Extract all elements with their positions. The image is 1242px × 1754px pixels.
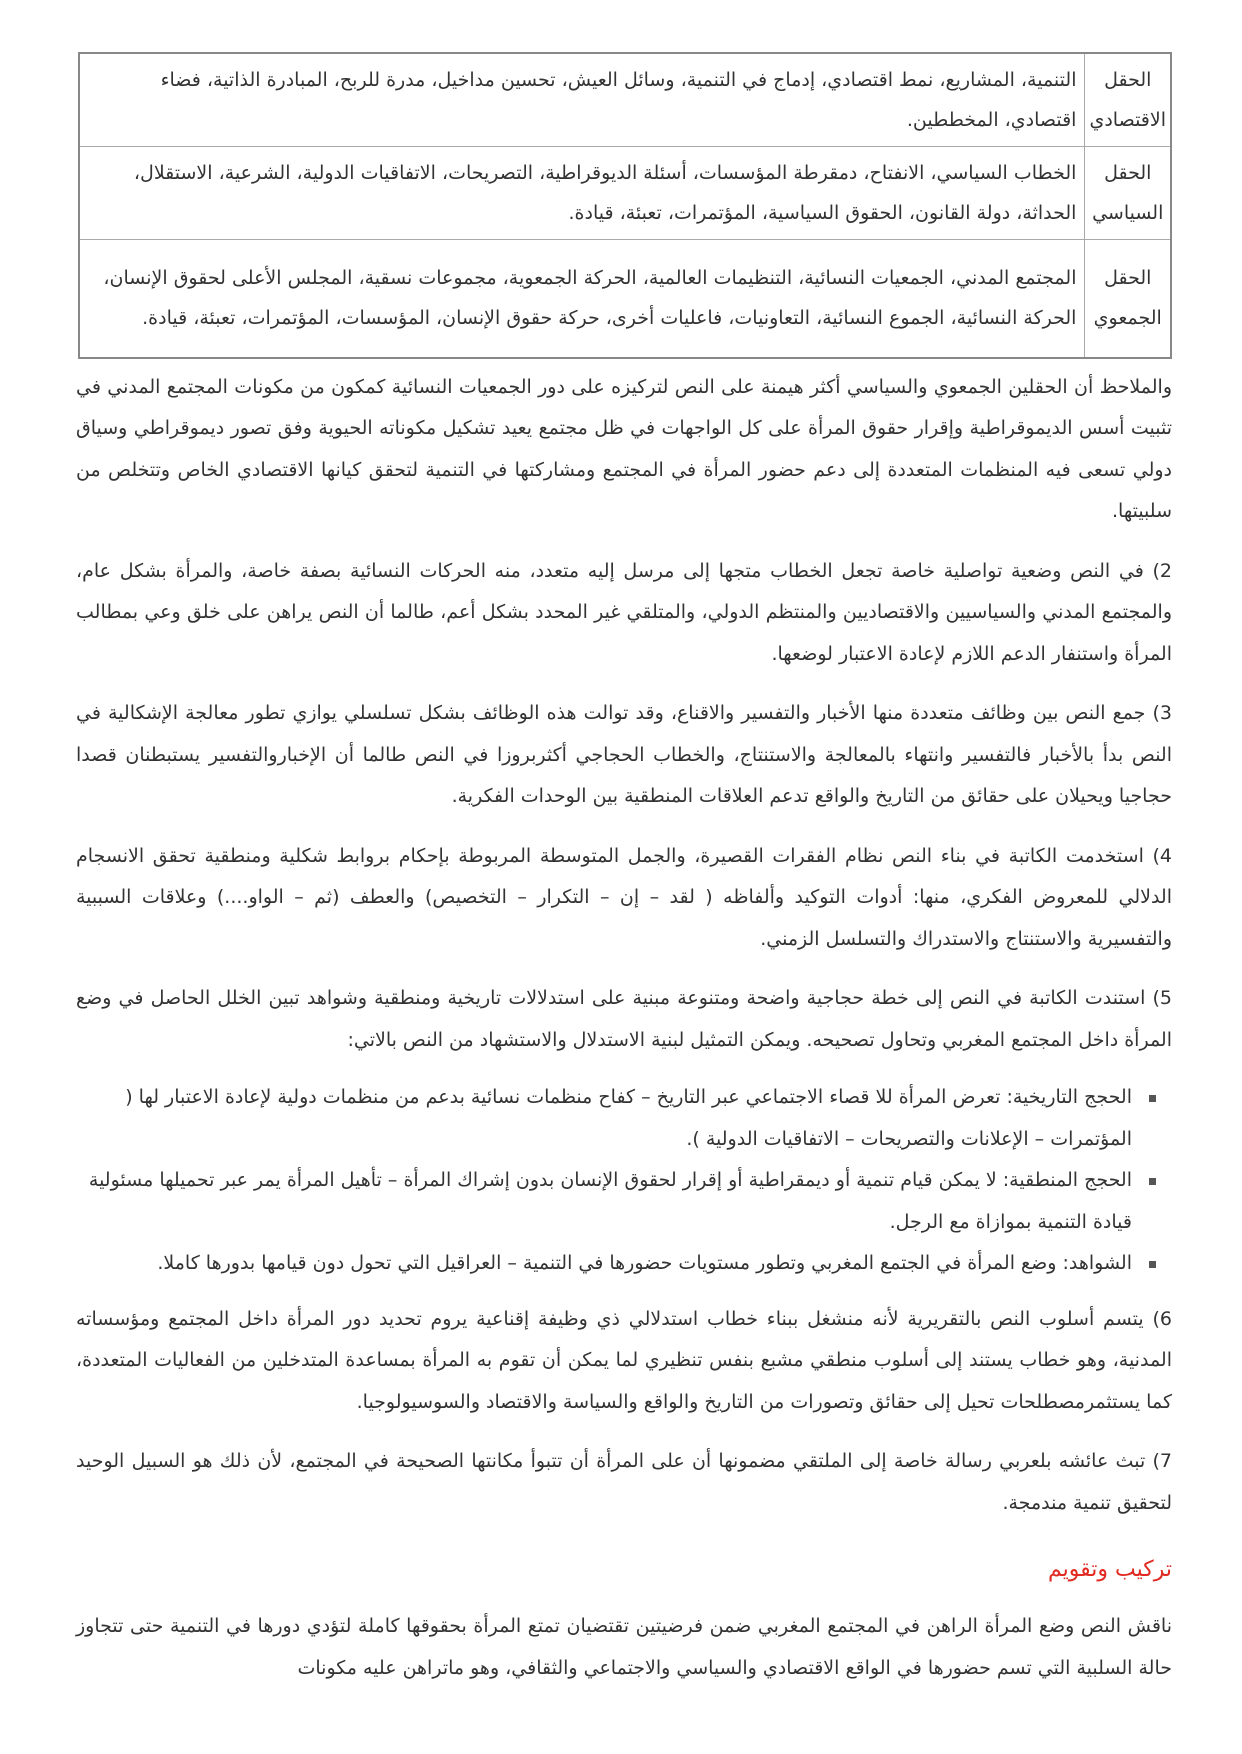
field-terms-political: الخطاب السياسي، الانفتاح، دمقرطة المؤسسات، أسئلة الديوقراطية، التصريحات، الاتفاقيات الدولية، الشرعية، الاستقلال، الحداثة، دولة القانون، الحقوق السياسية، المؤتمرات، تعبئة، قيادة.	[79, 147, 1085, 240]
list-item: الشواهد: وضع المرأة في الجتمع المغربي وتطور مستويات حضورها في التنمية – العراقيل التي تحول دون قيامها بدورها كاملا.	[76, 1243, 1158, 1285]
observation-paragraph: والملاحظ أن الحقلين الجمعوي والسياسي أكثر هيمنة على النص لتركيزه على دور الجمعيات النسائية كمكون من مكونات المجتمع المدني في تثبيت أسس الديموقراطية وإقرار حقوق المرأة على كل الواجهات في ظل مجتمع يعيد تشكيل مكوناته الحيوية وفق تصور ديموقراطي وسياق دولي تسعى فيه المنظمات المتعددة إلى دعم حضور المرأة في المجتمع ومشاركتها في التنمية لتحقق كيانها الاقتصادي الخاص وتتخلص من سلبيتها.	[76, 375, 1172, 522]
table-row	[79, 53, 1171, 147]
field-name-economic: الحقل الاقتصادي	[1085, 53, 1171, 147]
paragraph-4: 4) استخدمت الكاتبة في بناء النص نظام الفقرات القصيرة، والجمل المتوسطة المربوطة بإحكام بروابط شكلية ومنطقية تحقق الانسجام الدلالي للمعروض الفكري، منها: أدوات التوكيد وألفاظه ( لقد – إن – التكرار – التخصيص) والعطف (ثم – الواو....) وعلاقات السببية والتفسيرية والاستنتاج والاستدراك والتسلسل الزمني.	[76, 844, 1172, 950]
list-item: الحجج المنطقية: لا يمكن قيام تنمية أو ديمقراطية أو إقرار لحقوق الإنسان بدون إشراك المرأة – تأهيل المرأة يمر عبر تحميلها مسئولية قيادة التنمية بموازاة مع الرجل.	[76, 1160, 1158, 1243]
field-name-political: الحقل السياسي	[1085, 147, 1171, 240]
field-terms-associative: المجتمع المدني، الجمعيات النسائية، التنظيمات العالمية، الحركة الجمعوية، مجموعات نسقية، المجلس الأعلى لحقوق الإنسان، الحركة النسائية، الجموع النسائية، التعاونيات، فاعليات أخرى، حركة حقوق الإنسان، المؤسسات، المؤتمرات، تعبئة، قيادة.	[79, 240, 1085, 358]
field-name-associative: الحقل الجمعوي	[1085, 240, 1171, 358]
paragraph-7: 7) تبث عائشه بلعربي رسالة خاصة إلى الملتقي مضمونها أن على المرأة أن تتبوأ مكانتها الصحيحة في المجتمع، لأن ذلك هو السبيل الوحيد لتحقيق تنمية مندمجة.	[76, 1450, 1172, 1514]
document-page	[76, 52, 1172, 1689]
section-heading: تركيب وتقويم	[1048, 1557, 1172, 1582]
table-row	[79, 147, 1171, 240]
semantic-fields-table	[78, 52, 1172, 359]
conclusion-paragraph: ناقش النص وضع المرأة الراهن في المجتمع المغربي ضمن فرضيتين تقتضيان تمتع المرأة بحقوقها كاملة لتؤدي دورها في التنمية حتى تتجاوز حالة السلبية التي تسم حضورها في الواقع الاقتصادي والسياسي والاجتماعي والثقافي، وهو ماتراهن عليه مكونات	[76, 1615, 1172, 1679]
paragraph-5: 5) استندت الكاتبة في النص إلى خطة حجاجية واضحة ومتنوعة مبنية على استدلالات تاريخية ومنطقية وشواهد تبين الخلل الحاصل في وضع المرأة داخل المجتمع المغربي وتحاول تصحيحه. ويمكن التمثيل لبنية الاستدلال والاستشهاد من النص بالاتي:	[76, 987, 1172, 1051]
paragraph-2: 2) في النص وضعية تواصلية خاصة تجعل الخطاب متجها إلى مرسل إليه متعدد، منه الحركات النسائية بصفة خاصة، والمرأة بشكل عام، والمجتمع المدني والسياسيين والاقتصاديين والمنتظم الدولي، والمتلقي غير المحدد بشكل أعم، طالما أن النص يراهن على خلق وعي بمطالب المرأة واستنفار الدعم اللازم لإعادة الاعتبار لوضعها.	[76, 559, 1172, 665]
paragraph-3: 3) جمع النص بين وظائف متعددة منها الأخبار والتفسير والاقناع، وقد توالت هذه الوظائف بشكل تسلسلي يوازي تطور معالجة الإشكالية في النص بدأ بالأخبار فالتفسير وانتهاء بالمعالجة والاستنتاج، والخطاب الحجاجي أكثربروزا في النص طالما أن الإخباروالتفسير يستبطنان قصدا حجاجيا ويحيلان على حقائق من التاريخ والواقع تدعم العلاقات المنطقية بين الوحدات الفكرية.	[76, 702, 1172, 807]
paragraph-6: 6) يتسم أسلوب النص بالتقريرية لأنه منشغل ببناء خطاب استدلالي ذي وظيفة إقناعية يروم تحديد دور المرأة داخل المجتمع ومؤسساته المدنية، وهو خطاب يستند إلى أسلوب منطقي مشبع بنفس تنظيري لما يمكن أن تقوم به المرأة بمساعدة المتدخلين من الفعاليات المتعددة، كما يستثمرمصطلحات تحيل إلى حقائق وتصورات من التاريخ والواقع والسياسة والاقتصاد والسوسيولوجيا.	[76, 1307, 1172, 1413]
table-row	[79, 240, 1171, 358]
list-item: الحجج التاريخية: تعرض المرأة للا قصاء الاجتماعي عبر التاريخ – كفاح منظمات نسائية بدعم من منظمات دولية لإعادة الاعتبار لها ( المؤتمرات – الإعلانات والتصريحات – الاتفاقيات الدولية ).	[76, 1077, 1158, 1160]
field-terms-economic: التنمية، المشاريع، نمط اقتصادي، إدماج في التنمية، وسائل العيش، تحسين مداخيل، مدرة للربح، المبادرة الذاتية، فضاء اقتصادي، المخططين.	[79, 53, 1085, 147]
arguments-list	[76, 1077, 1172, 1285]
